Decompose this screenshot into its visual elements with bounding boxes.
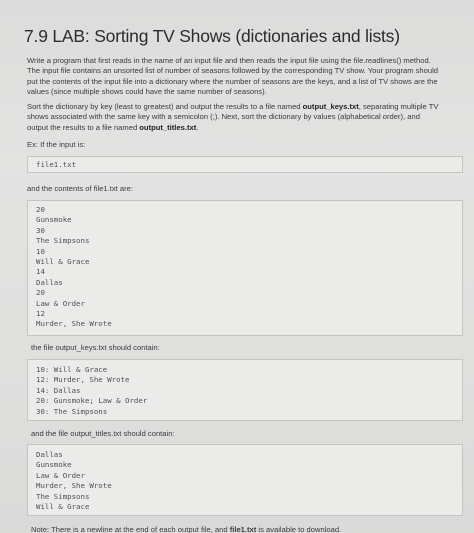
code-line: Murder, She Wrote	[36, 319, 112, 329]
intro-paragraph	[27, 56, 467, 98]
code-line: 12	[36, 308, 45, 318]
file-contents-box	[27, 200, 463, 336]
code-line: 14: Dallas	[36, 385, 81, 395]
code-line: Dallas	[36, 450, 63, 459]
intro-line: The input file contains an unsorted list of number of seasons followed by the corresponding TV show. Your program should	[27, 66, 439, 76]
code-line: The Simpsons	[36, 236, 90, 246]
code-line: 14	[36, 267, 45, 277]
note-part: Note: There is a newline at the end of each output file, and	[31, 525, 230, 533]
input-filename-box	[27, 156, 463, 173]
note-part: is available to download.	[256, 525, 342, 533]
sort-text: output the results to a file named	[27, 122, 140, 132]
code-line: The Simpsons	[36, 491, 90, 501]
output-titles-box	[27, 444, 463, 516]
output-titles-label: and the file output_titles.txt should contain:	[31, 429, 175, 438]
note-filename: file1.txt	[229, 525, 257, 533]
sort-text: Sort the dictionary by key (least to greatest) and output the results to a file named	[27, 102, 303, 111]
code-line: Law & Order	[36, 298, 85, 308]
code-line: 30: The Simpsons	[36, 406, 108, 416]
code-line: file1.txt	[36, 160, 77, 169]
intro-line: put the contents of the input file into a dictionary where the number of seasons are the keys, and a list of TV shows are the	[27, 76, 438, 86]
code-line: 20: Gunsmoke; Law & Order	[36, 396, 148, 406]
example-label: Ex: If the input is:	[27, 140, 86, 149]
code-line: 20	[36, 205, 45, 214]
code-line: Will & Grace	[36, 501, 90, 511]
note-text	[31, 525, 341, 533]
code-line: Gunsmoke	[36, 215, 72, 225]
page-title: 7.9 LAB: Sorting TV Shows (dictionaries and lists)	[24, 26, 400, 46]
output-keys-filename: output_keys.txt	[302, 102, 359, 111]
contents-label: and the contents of file1.txt are:	[27, 184, 133, 193]
sort-text: , separating multiple TV	[358, 102, 439, 111]
output-titles-filename: output_titles.txt	[139, 122, 197, 132]
code-line: Dallas	[36, 277, 63, 287]
sort-text: shows associated with the same key with a semicolon (;). Next, sort the dictionary by values (alphabetical order), and	[27, 112, 420, 122]
intro-line: values (since multiple shows could have the same number of seasons).	[27, 87, 267, 97]
code-line: 20	[36, 288, 45, 298]
code-line: 10	[36, 246, 45, 256]
code-line: 10: Will & Grace	[36, 365, 108, 374]
code-line: Will & Grace	[36, 256, 90, 266]
intro-line: Write a program that first reads in the name of an input file and then reads the input file using the file.readlines() method.	[27, 56, 431, 65]
code-line: 12: Murder, She Wrote	[36, 375, 130, 385]
code-line: Law & Order	[36, 470, 85, 480]
sort-instructions-paragraph	[27, 102, 467, 133]
code-line: Murder, She Wrote	[36, 481, 112, 491]
output-keys-box	[27, 359, 463, 421]
sort-text: .	[196, 122, 199, 132]
output-keys-label: the file output_keys.txt should contain:	[31, 343, 160, 352]
code-line: 30	[36, 225, 45, 235]
code-line: Gunsmoke	[36, 460, 72, 470]
